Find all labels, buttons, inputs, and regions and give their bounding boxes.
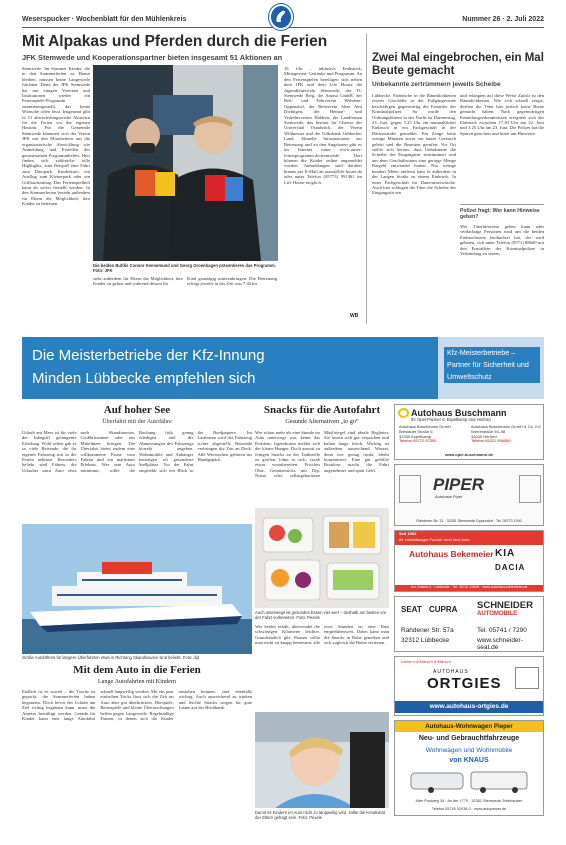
police-text: Wer Täterhinweise geben kann oder verdächtige Personen rund um die beiden Einbruchsorte beobachtet hat, der wird gebeten, sich unter Telefon (0571) 88660 mit den Ermittlern der Kriminalpolizei in Verbindung zu setzen. [460,224,544,257]
ad-buschmann-l7: 32049 Herford [471,433,497,439]
article-see-text: Urlaub am Meer ist für viele der Inbegriff gelungener Erholung. Wohl selten gab es so viele Reisende, die ihr eigenes Fahrzeug mit in die Ferien nehmen. Besonders beliebt sind Fähren, die Urlauber samt Auto etwa nach Skandinavien, Großbritannien oder ans Mittelmeer bringen. Die Überfahrt bietet zudem eine willkommene Pause vom Fahren und ein maritimes Erlebnis. Wer sein Auto mitnimmt, sollte die Buchung früh genug erledigen und die Abmessungen des Fahrzeugs korrekt angeben. Wohnmobile und Anhänger benötigen oft gesonderte Stellplätze. Vor der Fahrt empfiehlt sich ein Blick in die Bordpapiere. Im Laderaum wird das Fahrzeug sicher abgestellt, Reisende verbringen die Zeit an Deck. Alle Wertsachen gehören ins Handgepäck. [22,430,252,473]
header-right: Nummer 26 · 2. Juli 2022 [462,16,544,23]
ad-ortgies-web[interactable]: www.autohaus-ortgies.de [395,701,543,713]
article-alpakas-col2: 16 Uhr – inklusive Frühstück, Mittagessen, Getränke und Programm. An den Ferienspielen beteiligen sich neben dem JFK und dem Life House die Jugendfeuerwehr Stemwede, der TC Stemwede Berg, die Aniasa GmbH, der Reit- und Fahrverein Wehdem-Oppendorf, der Reitverein Altes Amt Dielingen, der Heimat- und Verkehrsverein Haldem, die Landfrauen Stemwede, das Institut für Chessie der Universität Osnabrück, der Verein Wildnesser und die Volksbank Lübbecker Land. Aktuelle Informationen zur Betreuung und zu den Angeboten gibt es im Internet unter www.unser-ferienprogramm.de/stemwede. Dort können die Kinder online angemeldet werden. Anmeldungen sind darüber hinaus per E-Mail an team@life-house.de oder unter Telefon (05773) 991461 im Life House möglich. [284,66,362,185]
ad-buschmann-l6: Werrestraße 94–98 [471,428,506,434]
article-alpakas-subtitle: JFK Stemwede und Kooperationspartner bieten insgesamt 51 Aktionen an [22,53,283,62]
ferry-caption: Große Autofähren für längere Überfahrten etwa in Richtung Skandinavien sind beliebt. Foto: djd [22,655,200,660]
ad-schneider-brand1: SEAT [401,605,422,614]
ad-bekemeier-brand1: KIA [495,548,516,559]
ad-wohnwagen-addr: Alter Postweg 34 · An der L770 · 32351 Stemwede-Twiehausen [415,799,523,803]
kfz-innung-banner [22,337,544,399]
ad-bekemeier-since: Seit 1963 [399,531,417,536]
article-snacks-subtitle: Gesunde Alternativen „to go“ [285,418,359,425]
article-einbruch-subtitle: Unbekannte zertrümmern jeweils Scheibe [372,81,501,88]
ad-bekemeier-slogan: Ihr zuverlässiger Partner rund ums Auto [399,537,470,542]
ad-buschmann-web[interactable]: www.opel-buschmann.de [444,452,494,457]
column-divider [366,34,367,324]
article-alpakas-caption: Die beiden Bufdis Connor Kennemund und Georg Groenhagen präsentieren das Programm. Foto: JFK [93,263,276,273]
ad-piper-addr: Rahdener Str. 31 · 32351 Stemwede-Oppendorf · Tel. 05773 1040 [416,519,522,523]
ferry-photo [22,524,252,654]
police-divider [460,204,544,205]
ad-wohnwagen-line3: von KNAUS [449,757,489,764]
snacks-photo [255,508,389,608]
ad-bekemeier-brand2: DACIA [495,563,526,572]
article-alpakas-sign: WB [350,313,359,319]
article-alpakas-under-photo-2: Kind ganztägig unterzubringen. Die Betreuung erfolgt jeweils in der Zeit von 7.30 bis [187,276,277,287]
ad-wohnwagen-phone: Telefon 05745 92038-0 · www.autopieper.de [431,807,507,811]
ad-wohnwagen-title: Autohaus-Wohnwagen Pieper [395,721,543,732]
article-snacks-text2: Wer beides erhält, überwindet die schwierigen Kilometer leichter. Grundsätzlich gilt: Pausen sollte man nicht zu knapp bemessen, alle zwei Stunden ist eine Rast empfehlenswert. Dabei kann man die Snacks in Ruhe genießen und sich zugleich die Beine vertreten. [255,624,389,646]
ad-schneider-addr1: Rahdener Str. 57a [401,627,454,634]
article-snacks-title: Snacks für die Autofahrt [263,404,381,416]
ad-ortgies-name: ORTGIES [427,675,502,692]
article-alpakas-photo [93,65,278,261]
ad-buschmann-name: Autohaus Buschmann [411,408,507,418]
mazda-logo-icon [399,475,421,503]
ad-schneider-web[interactable]: www.schneider-seat.de [477,637,523,651]
ad-piper-name: PIPER [433,475,485,494]
header-left: Weserspucker · Wochenblatt für den Mühlenkreis [22,16,187,23]
ad-bekemeier-addr: Am Zollamt 4 · Lübbecke · Tel. 05741 23499 · www.autohaus-bekemeier.de [395,585,543,592]
car-brand-logo-icon [515,667,539,689]
article-alpakas-col1: Stemwede. Im Sommer Kinder, die in den Sommerferien zu Hause bleiben, müssen keine Langeweile fürchten. Denn der JFK Stemwede hat mit einigen Vereinen und Institutionen wieder ein Ferienspiele-Programm zusammengestellt, das keine Wünsche offen lässt. Insgesamt gibt es 51 abwechslungsreiche Aktionen für die Ferien vor der eigenen Haustür. Für die Gemeinde Stemwede kümmert sich der Verein JFK mit den Mitarbeitern um die organisatorische Abwicklung wie Anmeldung und Erstellen des gemeinsamen Programmheftes. Hier finden sich zahlreiche tolle Highlights, zum Beispiel eine Fahrt zum Dinopark, Kinderkino, ein Ausflug zum Kletterpark oder ein Grillnachmittag. Das Ferienspielheft kann ab sofort bestellt werden. In den Sommerferien besteht außerdem für Eltern die Möglichkeit, ihre Kinder zu betreuen. [22,66,90,207]
ad-schneider[interactable] [394,596,544,652]
ad-schneider-sub: AUTOMOBILE [477,611,518,617]
banner-line2: Minden Lübbecke empfehlen sich [32,370,256,387]
ad-buschmann[interactable] [394,404,544,460]
ad-ortgies[interactable] [394,656,544,716]
article-auto-subtitle: Lange Autofahrten mit Kindern [97,678,177,685]
ad-buschmann-l8: Telefon 05221 996080 [471,438,511,444]
ad-bekemeier-name: Autohaus Bekemeier [409,549,494,559]
banner-right-panel [438,337,544,399]
caravan-illustration [409,769,531,795]
article-alpakas-under-photo-1: steht außerdem für Eltern die Möglichkeit, ihre Kinder zu gehen und während dessen für [93,276,183,287]
article-see-title: Auf hoher See [103,404,171,416]
child-car-photo [255,712,389,808]
article-alpakas-title: Mit Alpakas und Pferden durch die Ferien [22,33,328,50]
ad-buschmann-l5: Autohaus Buschmann GmbH & Co. KG [471,424,541,429]
ad-schneider-phone: Tel. 05741 / 7290 [477,627,527,634]
police-question: Polizei fragt: Wer kann Hinweise geben? [460,208,540,221]
article-see-subtitle: Überfahrt mit der Autofähre [102,418,172,425]
ad-bekemeier[interactable] [394,530,544,592]
ad-wohnwagen[interactable] [394,720,544,816]
banner-right-text: Kfz-Meisterbetriebe – Partner für Sicherheit und Umweltschutz [444,347,540,383]
snacks-caption: Auch unterwegs ist gesundes Essen viel wert – deshalb am besten vor der Fahrt vorbereiten. Foto: Pexels [255,610,387,620]
ad-schneider-brand2: CUPRA [429,605,458,614]
opel-logo-icon [398,408,409,418]
article-einbruch-col2: und erlangten auf diese Weise Zutritt zu den Räumlichkeiten. Wie sich schnell zeigte, dürften die Täter hier jedoch keine Beute gemacht haben. Nach gegenwärtigen Ermittlungserkenntnissen ereignete sich der Einbruch zwischen 17.30 Uhr am 22. Juni und 3.25 Uhr am 23. Juni. Die Polizei hat die Spuren gesichert und bittet um Hinweise. [460,93,544,136]
ad-ortgies-tag: Lieber mit Marsch & Marsch [401,659,451,664]
ad-piper-sub: Autohaus Piper [435,494,463,499]
ad-schneider-name: SCHNEIDER [477,600,533,611]
ad-buschmann-l3: 32339 Espelkamp [399,433,432,439]
mg-logo-icon [519,475,541,503]
article-einbruch-col1: Lübbecke. Einbrüche in die Räumlichkeiten zweier Geschäfte in der Fußgängerzone beschäftigen gegenwärtig die Ermittler der Kriminalpolizei. So wurde den Ordnungshütern in der Nacht zu Donnerstag, 23. Juni, gegen 3.25 Uhr ein mutmaßlicher Einbruch in ein Fachgeschäft in der Bäckerstraße gemeldet. Ein Zeuge hatte wenige Minuten zuvor ein lautes Geräusch gehört und die Beamten gerufen. Vor Ort stellte sich heraus, dass Unbekannte die Scheibe der Eingangstür zertrümmert und aus dem Geschäftsraum eine geringe Menge Bargeld entwendet hatten. Nur wenige hundert Meter entfernt kam es außerdem in der Langen Straße zu einem Einbruch. In einer Fachgeschäft für Dauerunterwäsche. Auch hier schlugen die Täter die Scheibe der Eingangstür ein [372,93,456,196]
newspaper-logo [269,4,293,30]
ad-ortgies-pre: AUTOHAUS [433,669,469,675]
article-einbruch-title: Zwei Mal eingebrochen, ein Mal Beute gemacht [372,52,544,77]
article-auto-title: Mit dem Auto in die Ferien [73,664,201,676]
ad-wohnwagen-line2: Wohnwagen und Wohnmobile [425,747,513,754]
ad-wohnwagen-line1: Neu- und Gebrauchtfahrzeuge [418,735,520,742]
ad-piper[interactable] [394,464,544,526]
ad-buschmann-l2: Breslauer Straße 6 [399,428,433,434]
ad-schneider-addr2: 32312 Lübbecke [401,637,450,644]
article-snacks-text: Wer schon mehr als eine Stunde im Auto unterwegs war, kennt das Problem: Irgendwann meldet sich der kleine Hunger. Doch anstatt zu fettigen Snacks an der Tankstelle zu greifen, lohnt es sich, vorab etwas vorzubereiten. Frisches Obst, Gemüsesticks mit Dip, Nüsse oder selbstgebackene Müsliriegel sind ideale Begleiter. Sie lassen sich gut verpacken und halten lange frisch. Wichtig ist außerdem ausreichend Wasser, denn wer genug trinkt, bleibt konzentriert. Eine gut gefüllte Brotdose macht die Fahrt angenehmer und spart Geld. [255,430,389,479]
ad-buschmann-l4: Telefon 05772 97300 [399,438,437,444]
child-car-caption: Damit es Kindern im Auto nicht zu langweilig wird, sollte die Kreativität der Eltern gefragt sein. Foto: Pexels [255,810,385,820]
banner-line1: Die Meisterbetriebe der Kfz-Innung [32,347,265,364]
ad-buschmann-sub: Ihr Opel-Partner in Espelkamp und Herford [411,417,491,422]
ad-buschmann-l1: Autohaus Buschmann GmbH [399,424,451,429]
article-auto-text: Endlich ist es soweit – die Tasche ist gepackt, die Sommerferien haben begonnen. Doch bevor der Urlaub am Ziel richtig beginnen kann, muss die Anreise bewältigt werden. Gerade für Kinder kann eine lange Autofahrt schnell langweilig werden. Mit ein paar einfachen Tricks lässt sich die Zeit im Auto aber gut überbrücken. Hörspiele, Reisespiele und kleine Überraschungen helfen gegen Langeweile. Regelmäßige Pausen, in denen sich die Kinder austoben können, sind ebenfalls wichtig. Auch ausreichend zu trinken und leichte Snacks sorgen für gute Laune auf der Rückbank. [22,689,252,722]
